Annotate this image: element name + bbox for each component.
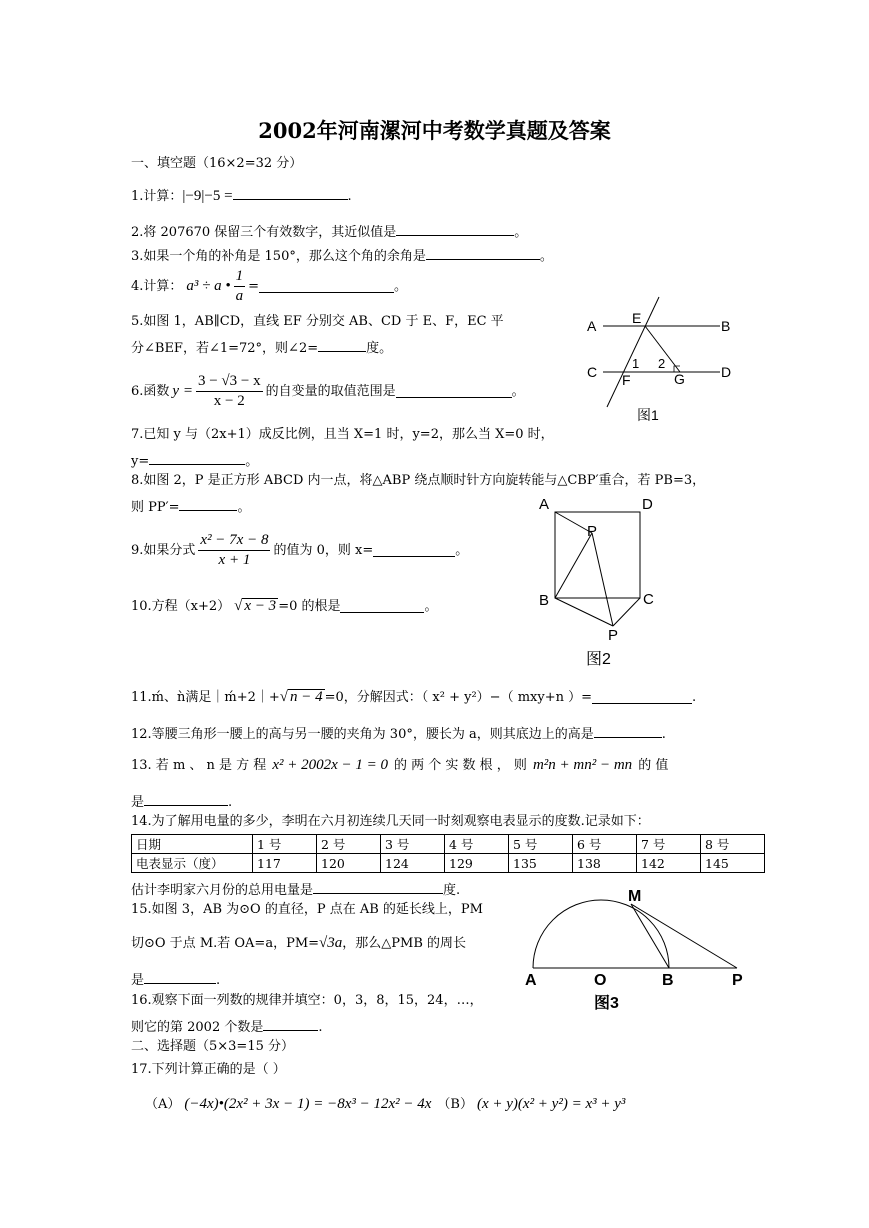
q9-prefix: 9.如果分式 <box>131 542 196 558</box>
table-cell: 117 <box>253 854 317 873</box>
question-12: 12.等腰三角形一腰上的高与另一腰的夹角为 30°，腰长为 a，则其底边上的高是 . <box>131 724 666 741</box>
table-cell: 138 <box>573 854 637 873</box>
q1-answer-blank <box>233 186 348 200</box>
q15-text-a: 切⊙O 于点 M.若 OA=a，PM= <box>131 936 320 951</box>
q9-fraction <box>198 533 270 568</box>
q17-option-a: (−4x)•(2x² + 3x − 1) = −8x³ − 12x² − 4x <box>184 1096 432 1112</box>
q9-suffix: 的值为 0，则 x= <box>273 542 374 558</box>
question-9: 9.如果分式 $\frac{\text{x² − 7x − 8}}{x + 1}$ 的值为 0，则 x= 。 <box>131 531 469 568</box>
q8-answer-blank <box>179 497 237 511</box>
question-5-line1: 5.如图 1，AB∥CD，直线 EF 分别交 AB、CD 于 E、F，EC 平 <box>131 314 504 329</box>
fig2-label-p-prime: P <box>608 627 619 644</box>
fig3-label-p: P <box>732 972 743 989</box>
question-13-line1 <box>131 758 668 773</box>
q4-denominator: a <box>235 287 244 304</box>
q10-prefix: 10.方程（x+2） <box>131 598 231 614</box>
q15-answer-blank <box>144 970 216 984</box>
q6-numerator: 3 − √3 − x <box>196 374 263 392</box>
fig1-label-c: C <box>587 364 598 380</box>
q6-prefix: 6.函数 <box>131 383 170 399</box>
fig3-label-o: O <box>594 972 607 989</box>
q17-option-a-label: （A） <box>145 1097 181 1112</box>
table-cell: 8 号 <box>701 835 765 854</box>
table-cell: 145 <box>701 854 765 873</box>
q13-expression: m²n + mn² − mn <box>532 757 633 773</box>
page-title: 2002年河南漯河中考数学真题及答案 <box>258 118 611 143</box>
table-cell: 1 号 <box>253 835 317 854</box>
table-cell: 电表显示（度） <box>132 854 253 873</box>
q13-text-a: 13. 若 m 、 n 是 方 程 <box>131 758 267 773</box>
q11-prefix: 11.ḿ、ǹ满足｜ḿ+2｜+ <box>131 689 280 705</box>
question-3: 3.如果一个角的补角是 150°，那么这个角的余角是 。 <box>131 246 553 263</box>
question-5-line2 <box>131 338 392 355</box>
q15-text-c: 是 <box>131 973 145 988</box>
table-row-dates <box>132 835 765 854</box>
fig1-label-angle2: 2 <box>658 356 666 371</box>
q4-prefix: 4.计算： <box>131 278 183 294</box>
fig2-label-b: B <box>539 592 550 609</box>
question-16-line2: 则它的第 2002 个数是 . <box>131 1017 323 1034</box>
figure-1-parallel-lines <box>585 295 745 425</box>
q4-suffix: = <box>248 278 260 294</box>
fig1-label-b: B <box>721 318 731 334</box>
question-13-line2: 是 . <box>131 792 232 809</box>
table-cell: 7 号 <box>637 835 701 854</box>
q4-numerator: 1 <box>234 269 246 287</box>
figure-2-square <box>535 492 665 672</box>
q3-answer-blank <box>426 246 540 260</box>
q10-radicand: x − 3 <box>244 598 277 614</box>
q5-answer-blank <box>318 338 366 352</box>
table-cell: 3 号 <box>381 835 445 854</box>
q9-answer-blank <box>373 543 455 557</box>
question-7-line2: y= 。 <box>131 451 258 468</box>
table-row-readings <box>132 854 765 873</box>
q6-y: y = <box>172 382 193 399</box>
table-cell: 4 号 <box>445 835 509 854</box>
q12-text: 12.等腰三角形一腰上的高与另一腰的夹角为 30°，腰长为 a，则其底边上的高是 <box>131 727 594 742</box>
q13-text-b: 的 两 个 实 数 根 ， 则 <box>394 758 527 773</box>
question-7-line1: 7.已知 y 与（2x+1）成反比例，且当 X=1 时，y=2，那么当 X=0 时， <box>131 427 554 442</box>
fig3-caption: 图3 <box>594 995 619 1012</box>
q17-option-b-label: （B） <box>437 1097 473 1112</box>
question-15-line2 <box>131 936 466 951</box>
question-1: 1.计算：|−9|−5 = . <box>131 188 352 204</box>
q15-text-b: ，那么△PMB 的周长 <box>342 936 467 951</box>
question-17-options <box>145 1097 625 1112</box>
question-8-line1: 8.如图 2，P 是正方形 ABCD 内一点，将△ABP 绕点顺时针方向旋转能与△CBP′重合，若 PB=3， <box>131 473 706 488</box>
fig3-label-a: A <box>525 972 537 989</box>
table-cell: 129 <box>445 854 509 873</box>
q13-text-d: 是 <box>131 795 145 810</box>
q4-expression: a³ ÷ a • <box>186 277 231 294</box>
question-17-stem: 17.下列计算正确的是（ ） <box>131 1062 286 1077</box>
q5-text: 分∠BEF，若∠1=72°，则∠2= <box>131 341 319 356</box>
figure-3-semicircle <box>520 885 760 1020</box>
table-cell: 124 <box>381 854 445 873</box>
fig1-caption: 图1 <box>637 407 659 423</box>
table-cell: 142 <box>637 854 701 873</box>
q14-answer-blank <box>313 880 443 894</box>
q10-answer-blank <box>340 599 424 613</box>
q17-option-b: (x + y)(x² + y²) = x³ + y³ <box>476 1096 626 1112</box>
fig3-label-m: M <box>628 888 642 905</box>
q16-answer-blank <box>263 1017 318 1031</box>
q7-text: y= <box>131 454 150 469</box>
fig2-label-p: P <box>587 523 598 540</box>
table-cell: 6 号 <box>573 835 637 854</box>
q6-fraction <box>196 374 263 409</box>
q4-fraction <box>234 269 246 304</box>
q4-answer-blank <box>259 279 394 293</box>
fig1-label-angle1: 1 <box>632 356 640 371</box>
q2-text: 2.将 207670 保留三个有效数字，其近似值是 <box>131 225 397 240</box>
q13-equation: x² + 2002x − 1 = 0 <box>272 757 388 773</box>
fig2-caption: 图2 <box>586 651 611 668</box>
q14-unit: 度. <box>443 883 461 898</box>
question-6: 6.函数 y = $\frac{3 - √3 - x}{x - 2}$ 的自变量的取值范围是 。 <box>131 372 525 409</box>
q13-text-c: 的 值 <box>638 758 669 773</box>
fig1-label-e: E <box>632 310 642 326</box>
q6-denominator: x − 2 <box>213 392 245 409</box>
table-cell: 5 号 <box>509 835 573 854</box>
q11-text: =0，分解因式：（ x² + y²）−（ mxy+n ）= <box>324 689 592 705</box>
question-4: 4.计算： a³ ÷ a • $\frac{1}{a}$ = 。 <box>131 267 408 304</box>
fig1-label-a: A <box>587 318 597 334</box>
table-cell: 2 号 <box>317 835 381 854</box>
question-10: 10.方程（x+2） √ x − 3 =0 的根是 。 <box>131 597 438 614</box>
q9-numerator: x² − 7x − 8 <box>198 533 270 551</box>
q6-suffix: 的自变量的取值范围是 <box>265 383 396 399</box>
q1-prefix: 1.计算： <box>131 189 183 204</box>
q11-radicand: n − 4 <box>290 689 323 705</box>
fig1-label-g: G <box>674 371 685 387</box>
q7-answer-blank <box>149 451 245 465</box>
fig3-label-b: B <box>662 972 674 989</box>
fig2-label-c: C <box>643 591 654 608</box>
meter-reading-table <box>131 834 765 873</box>
question-16-line1: 16.观察下面一列数的规律并填空：0，3，8，15，24，…， <box>131 993 483 1008</box>
question-14-answer <box>131 880 460 897</box>
q9-denominator: x + 1 <box>218 551 251 568</box>
q8-text: 则 PP′= <box>131 500 180 515</box>
question-15-line3: 是 . <box>131 970 220 987</box>
q12-answer-blank <box>594 724 662 738</box>
question-2: 2.将 207670 保留三个有效数字，其近似值是 。 <box>131 222 527 239</box>
q10-suffix: =0 的根是 <box>278 598 341 614</box>
fig1-label-d: D <box>721 364 732 380</box>
section-fill-in-heading: 一、填空题（16×2=32 分） <box>131 156 303 171</box>
fig2-label-a: A <box>539 496 550 513</box>
q2-answer-blank <box>396 222 514 236</box>
fig1-label-f: F <box>622 372 631 388</box>
q1-expression: |−9|−5 = <box>182 188 233 204</box>
question-14-intro: 14.为了解用电量的多少，李明在六月初连续几天同一时刻观察电表显示的度数.记录如下： <box>131 814 650 829</box>
q11-answer-blank <box>592 690 692 704</box>
q3-text: 3.如果一个角的补角是 150°，那么这个角的余角是 <box>131 249 426 264</box>
question-15-line1: 15.如图 3，AB 为⊙O 的直径，P 点在 AB 的延长线上，PM <box>131 902 483 917</box>
table-cell: 120 <box>317 854 381 873</box>
q13-answer-blank <box>144 792 228 806</box>
q6-answer-blank <box>396 384 512 398</box>
section-choice-heading: 二、选择题（5×3=15 分） <box>131 1039 295 1054</box>
q15-pm-value: √3a <box>319 935 343 951</box>
q16-text: 则它的第 2002 个数是 <box>131 1020 264 1035</box>
table-cell: 135 <box>509 854 573 873</box>
question-11: 11.ḿ、ǹ满足｜ḿ+2｜+ √ n − 4 =0，分解因式：（ x² + y²）−（ mxy+n ）= . <box>131 688 697 705</box>
q14-text: 估计李明家六月份的总用电量是 <box>131 883 314 898</box>
q5-unit: 度。 <box>366 341 393 356</box>
table-cell: 日期 <box>132 835 253 854</box>
question-8-line2: 则 PP′= 。 <box>131 497 251 514</box>
fig2-label-d: D <box>642 496 653 513</box>
